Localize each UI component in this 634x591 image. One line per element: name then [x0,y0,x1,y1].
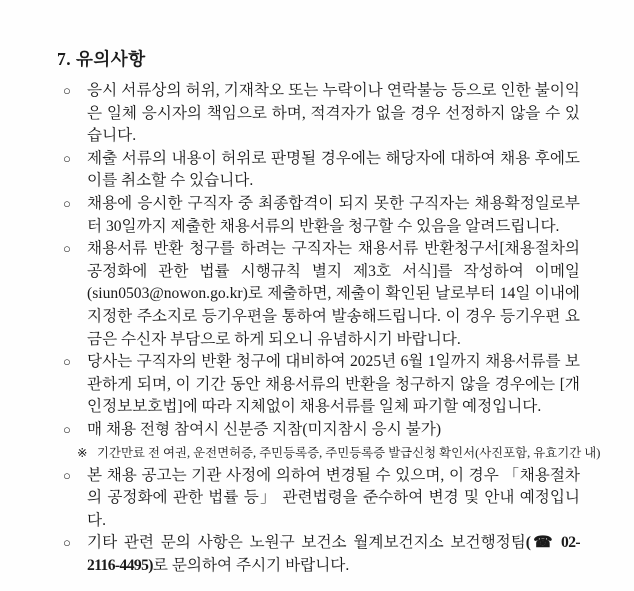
bullet-text: 기타 관련 문의 사항은 노원구 보건소 월계보건지소 보건행정팀 [87,534,526,552]
footnote [57,442,601,465]
circle-bullet-icon: ○ [63,467,71,483]
bullet-item [57,238,580,351]
circle-bullet-icon: ○ [63,150,71,166]
section-title: 7. 유의사항 [57,49,146,69]
bullet-item [57,193,580,238]
footnote-text: 기간만료 전 여권, 운전면허증, 주민등록증, 주민등록증 발급신청 확인서(사진포함, 유효기간 내) [97,445,601,460]
bullet-text: 매 채용 전형 참여시 신분증 지참(미지참시 응시 불가) [87,420,442,438]
bullet-text: 제출 서류의 내용이 허위로 판명될 경우에는 해당자에 대하여 채용 후에도 이를 취소할 수 있습니다. [87,149,580,190]
bullet-item [57,532,580,577]
bullet-item [57,351,580,419]
circle-bullet-icon: ○ [63,83,71,98]
bullet-item [57,148,580,193]
bullet-text: 채용서류 반환 청구를 하려는 구직자는 채용서류 반환청구서[채용절차의 공정화에 관한 법률 시행규칙 별지 제3호 서식]를 작성하여 이메일 (siun0503@nowon.go.kr)로 제출하면, 제출이 확인된 날로부터 14일 이내에 지정한 주소지로 등기우편을 통하여 발송해드립니다. 이 경우 등기우편 요금은 수신자 부담으로 하게 되오니 유념하시기 바랍니다. [87,240,580,348]
bullet-item [57,465,580,533]
bullet-text: 응시 서류상의 허위, 기재착오 또는 누락이나 연락불능 등으로 인한 불이익은 일체 응시자의 책임으로 하며, 적격자가 없을 경우 선정하지 않을 수 있습니다. [87,82,580,145]
contact-phone: (☎ 02-2116-4495) [87,534,581,574]
bullet-item [57,419,580,442]
bullet-text: 채용에 응시한 구직자 중 최종합격이 되지 못한 구직자는 채용확정일로부터 30일까지 제출한 채용서류의 반환을 청구할 수 있음을 알려드립니다. [87,194,580,235]
bullet-text: 본 채용 공고는 기관 사정에 의하여 변경될 수 있으며, 이 경우 「채용절차의 공정화에 관한 법률 등」 관련법령을 준수하여 변경 및 안내 예정입니다. [87,466,580,529]
bullet-text: 당사는 구직자의 반환 청구에 대비하여 2025년 6월 1일까지 채용서류를 보관하게 되며, 이 기간 동안 채용서류의 반환을 청구하지 않을 경우에는 [개인정보보호법]에 따라 지체없이 채용서류를 일체 파기할 예정입니다. [87,353,580,416]
bullet-item [57,80,580,148]
circle-bullet-icon: ○ [63,354,71,370]
circle-bullet-icon: ○ [63,421,71,437]
reference-mark-icon: ※ [77,445,88,460]
circle-bullet-icon: ○ [63,535,71,551]
notice-body [57,80,601,577]
circle-bullet-icon: ○ [63,195,71,211]
circle-bullet-icon: ○ [63,241,71,257]
bullet-text: 로 문의하여 주시기 바랍니다. [152,556,350,574]
